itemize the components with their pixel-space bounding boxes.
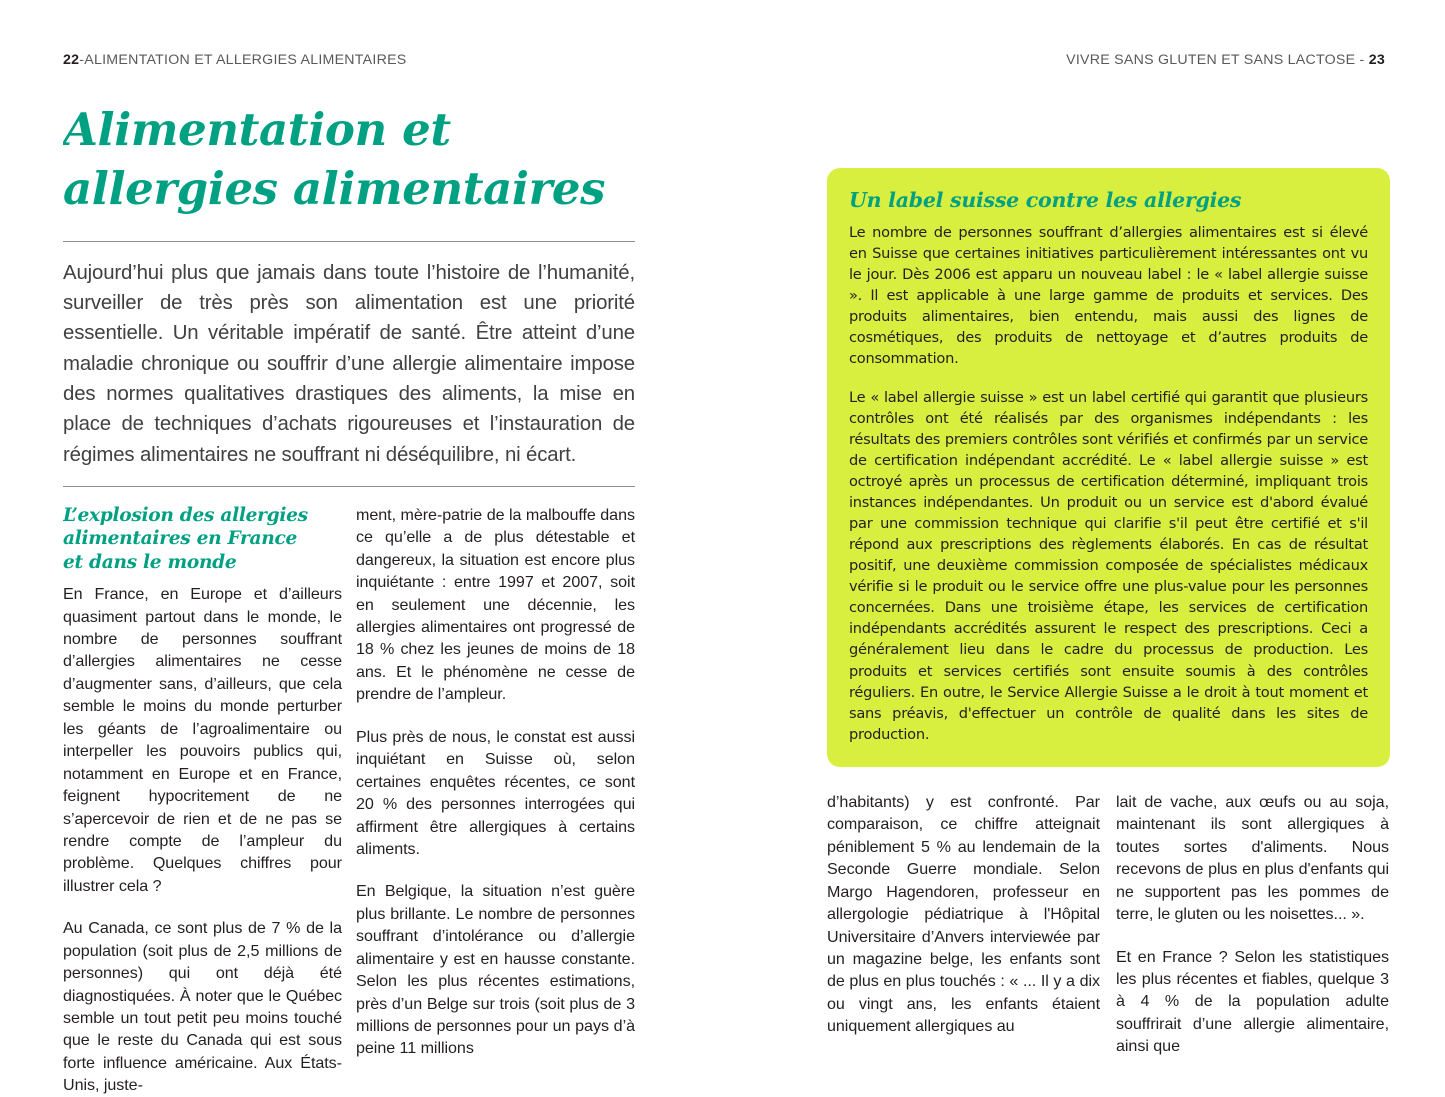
right-page-column-1	[827, 791, 1100, 1058]
running-head-right-text: VIVRE SANS GLUTEN ET SANS LACTOSE	[1066, 52, 1356, 68]
body-paragraph: Au Canada, ce sont plus de 7 % de la population (soit plus de 2,5 millions de personnes) qui ont déjà été diagnostiquées. À noter que le Québec semble un tout petit peu moins touché que le reste du Canada qui est sous forte influence américaine. Aux États-Unis, juste-	[63, 919, 342, 1095]
section-subheading-line-3: et dans le monde	[63, 551, 237, 573]
callout-paragraph: Le nombre de personnes souffrant d’allergies alimentaires est si élevé en Suisse que certaines initiatives particulièrement intéressantes ont vu le jour. Dès 2006 est apparu un nouveau label : le « label allergie suisse ». Il est applicable à une large gamme de produits et services. Des produits alimentaires, bien entendu, mais aussi des lignes de cosmétiques, des produits de nettoyage et d’autres produits de consommation.	[849, 224, 1368, 368]
divider-above-intro	[63, 241, 635, 242]
body-paragraph: En Belgique, la situation n’est guère plus brillante. Le nombre de personnes souffrant d’intolérance ou d’allergie alimentaire y est en hausse constante. Selon les plus récentes estimations, près d’un Belge sur trois (soit plus de 3 millions de personnes pour un pays d’à peine 11 millions	[356, 882, 635, 1058]
right-page-columns	[827, 791, 1390, 1058]
folio-right: 23	[1368, 52, 1385, 68]
body-paragraph: Plus près de nous, le constat est aussi inquiétant en Suisse où, selon certaines enquêtes récentes, ce sont 20 % des personnes interrogées qui affirment être allergiques à certains aliments.	[356, 727, 635, 858]
running-head-right	[1066, 52, 1385, 68]
body-paragraph: lait de vache, aux œufs ou au soja, maintenant ils sont allergiques à toutes sortes d'aliments. Nous recevons de plus en plus d'enfants qui ne supportent pas les pommes de terre, le gluten ou les noisettes... ».	[1116, 792, 1389, 924]
running-head-right-separator: -	[1359, 52, 1365, 68]
right-page-column-2	[1116, 791, 1389, 1058]
chapter-title-line-1: Alimentation et	[63, 103, 451, 156]
running-head-left-text: ALIMENTATION ET ALLERGIES ALIMENTAIRES	[84, 52, 407, 68]
left-page-columns	[63, 504, 635, 1097]
section-subheading-line-1: L’explosion des allergies	[63, 504, 308, 526]
intro-paragraph: Aujourd’hui plus que jamais dans toute l’histoire de l’humanité, surveiller de très près son alimentation est une priorité essentielle. Un véritable impératif de santé. Être atteint d’une maladie chronique ou souffrir d’une allergie alimentaire impose des normes qualitatives drastiques des aliments, la mise en place de techniques d’achats rigoureuses et l’instauration de régimes alimentaires ne souffrant ni déséquilibre, ni écart.	[63, 261, 635, 466]
body-paragraph: d’habitants) y est confronté. Par comparaison, ce chiffre atteignait péniblement 5 % au lendemain de la Seconde Guerre mondiale. Selon Margo Hagendoren, professeur en allergologie pédiatrique à l'Hôpital Universitaire d’Anvers interviewée par un magazine belge, les enfants sont de plus en plus touchés : « ... Il y a dix ou vingt ans, les enfants étaient uniquement allergiques au	[827, 792, 1100, 1036]
folio-left: 22	[63, 52, 80, 68]
body-paragraph: ment, mère-patrie de la malbouffe dans ce qu’elle a de plus détestable et dangereux, la situation est encore plus inquiétante : entre 1997 et 2007, soit en seulement une décennie, les allergies alimentaires ont progressé de 18 % chez les jeunes de moins de 18 ans. Et le phénomène ne cesse de prendre de l’ampleur.	[356, 505, 635, 704]
right-page	[827, 92, 1390, 1058]
callout-title: Un label suisse contre les allergies	[849, 188, 1242, 212]
left-page-column-2	[356, 504, 635, 1097]
callout-paragraph: Le « label allergie suisse » est un label certifié qui garantit que plusieurs contrôles ont été réalisés par des organismes indépendants : les résultats des premiers contrôles sont vérifiés et confirmés par un service de certification indépendant accrédité. Le « label allergie suisse » est octroyé après un processus de certification déterminé, impliquant trois instances indépendantes. Un produit ou un service est d'abord évalué par une commission technique qui clarifie s'il peut être certifié et s'il répond aux prescriptions des règlements élaborés. En cas de résultat positif, une deuxième commission composée de spécialistes médicaux vérifie si le produit ou le service offre une plus-value pour les personnes concernées. Dans une troisième étape, les services de certification indépendants accrédités assurent le respect des prescriptions. Ceci a généralement lieu dans le cadre du processus de production. Les produits et services certifiés sont ensuite soumis à des contrôles réguliers. En outre, le Service Allergie Suisse a le droit à tout moment et sans préavis, d'effectuer un contrôle de qualité dans les sites de production.	[849, 388, 1368, 743]
left-page-column-1	[63, 504, 342, 1097]
callout-box	[827, 168, 1390, 767]
running-head-left-separator: -	[79, 52, 85, 68]
chapter-title	[63, 92, 635, 219]
body-paragraph: En France, en Europe et d’ailleurs quasiment partout dans le monde, le nombre de personnes souffrant d’allergies alimentaires ne cesse d’augmenter sans, d’ailleurs, que cela semble le moins du monde perturber les géants de l’agroalimentaire ou interpeller les pouvoirs publics qui, notamment en Europe et en France, feignent hypocritement de ne s’apercevoir de rien et de ne pas se rendre compte de l’ampleur du problème. Quelques chiffres pour illustrer cela ?	[63, 585, 342, 895]
body-paragraph: Et en France ? Selon les statistiques les plus récentes et fiables, quelque 3 à 4 % de la population adulte souffrirait d’une allergie alimentaire, ainsi que	[1116, 947, 1389, 1056]
section-subheading	[63, 504, 342, 574]
divider-below-intro	[63, 486, 635, 487]
running-head-left	[63, 52, 407, 68]
chapter-title-line-2: allergies alimentaires	[63, 162, 606, 216]
left-page	[63, 92, 635, 1097]
section-subheading-line-2: alimentaires en France	[63, 528, 298, 550]
